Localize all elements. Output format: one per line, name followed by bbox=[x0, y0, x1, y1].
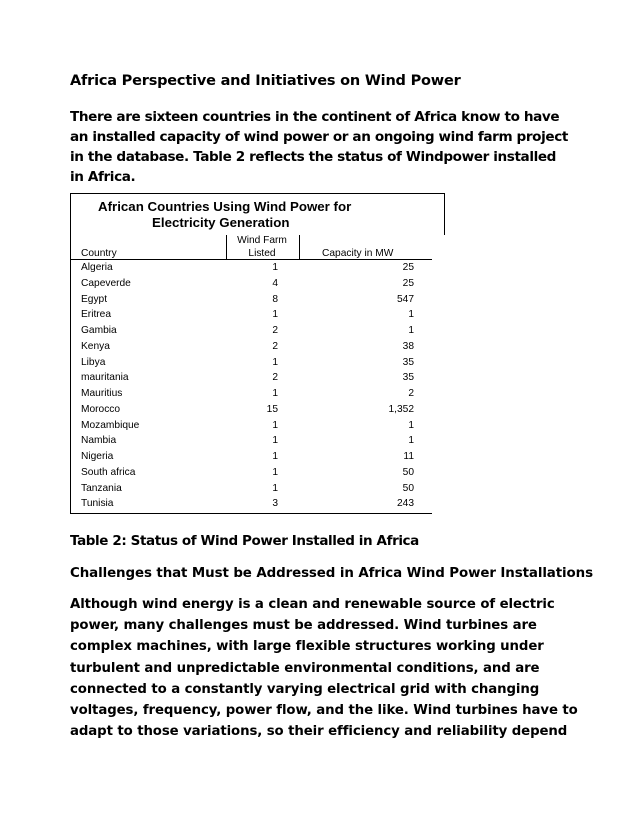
cell-capacity: 50 bbox=[402, 466, 414, 478]
table-border-bottom bbox=[70, 513, 432, 514]
page-heading: Africa Perspective and Initiatives on Wind Power bbox=[70, 73, 461, 89]
cell-country: Morocco bbox=[81, 403, 121, 415]
column-header-wind-farm bbox=[226, 234, 298, 260]
cell-wind-farms: 1 bbox=[272, 466, 278, 478]
cell-capacity: 38 bbox=[402, 340, 414, 352]
table-row bbox=[70, 356, 432, 372]
cell-capacity: 1 bbox=[408, 309, 414, 321]
cell-country: Tanzania bbox=[81, 482, 122, 494]
cell-capacity: 547 bbox=[397, 293, 414, 305]
cell-country: Gambia bbox=[81, 325, 117, 336]
table-row bbox=[70, 324, 432, 340]
cell-wind-farms: 1 bbox=[272, 388, 278, 399]
cell-wind-farms: 8 bbox=[272, 293, 278, 305]
body-paragraph: Although wind energy is a clean and renewable source of electric power, many challenges must be addressed. Wind turbines are complex machines, with large flexible structures working under turbulent and unpredictable environmental conditions, and are connected to a constantly varying electrical grid with changing voltages, frequency, power flow, and the like. Wind turbines have to adapt to those variations, so their efficiency and reliability depend bbox=[70, 597, 578, 740]
cell-wind-farms: 15 bbox=[266, 403, 278, 415]
cell-capacity: 243 bbox=[397, 498, 414, 510]
cell-country: Nigeria bbox=[81, 451, 114, 462]
column-header-wind-farm-line1: Wind Farm bbox=[237, 235, 287, 246]
cell-wind-farms: 4 bbox=[272, 277, 278, 289]
table-title: Table 2: Status of Wind Power Installed in Africa bbox=[70, 533, 419, 549]
table-row bbox=[70, 482, 432, 498]
section-heading: Challenges that Must be Addressed in Africa Wind Power Installations bbox=[70, 566, 593, 581]
cell-wind-farms: 2 bbox=[272, 340, 278, 352]
table-row bbox=[70, 261, 432, 277]
cell-capacity: 1 bbox=[408, 325, 414, 336]
table-caption-line2: Electricity Generation bbox=[152, 215, 290, 230]
table-border-top bbox=[70, 193, 444, 194]
table-row bbox=[70, 293, 432, 309]
table-row bbox=[70, 419, 432, 435]
table-row bbox=[70, 387, 432, 403]
cell-capacity: 2 bbox=[408, 388, 414, 399]
table-row bbox=[70, 371, 432, 387]
cell-capacity: 11 bbox=[403, 451, 414, 462]
table-caption-line1: African Countries Using Wind Power for bbox=[98, 199, 352, 214]
cell-country: Tunisia bbox=[81, 498, 114, 510]
cell-country: Mauritius bbox=[81, 388, 123, 399]
table-row bbox=[70, 403, 432, 419]
table-row bbox=[70, 497, 432, 513]
cell-country: Mozambique bbox=[81, 419, 140, 431]
cell-capacity: 25 bbox=[402, 277, 414, 289]
cell-country: Nambia bbox=[81, 435, 117, 447]
cell-country: Eritrea bbox=[81, 309, 112, 321]
cell-wind-farms: 2 bbox=[272, 325, 278, 336]
cell-capacity: 35 bbox=[402, 356, 414, 368]
cell-capacity: 50 bbox=[402, 482, 414, 494]
column-header-wind-farm-line2: Listed bbox=[248, 248, 276, 259]
cell-country: Kenya bbox=[81, 340, 110, 352]
cell-country: Capeverde bbox=[81, 277, 131, 289]
table-row bbox=[70, 434, 432, 450]
table-row bbox=[70, 340, 432, 356]
wind-power-table bbox=[70, 193, 445, 514]
cell-capacity: 1,352 bbox=[388, 403, 414, 415]
cell-country: South africa bbox=[81, 466, 136, 478]
column-header-country: Country bbox=[81, 248, 117, 259]
cell-capacity: 1 bbox=[408, 435, 414, 447]
cell-wind-farms: 1 bbox=[272, 309, 278, 321]
table-row bbox=[70, 277, 432, 293]
cell-wind-farms: 1 bbox=[272, 482, 278, 494]
intro-paragraph: There are sixteen countries in the continent of Africa know to have an installed capacity of wind power or an ongoing wind farm project in the database. Table 2 reflects the status of Windpower installed in Africa. bbox=[70, 109, 568, 185]
cell-wind-farms: 1 bbox=[272, 451, 278, 462]
cell-capacity: 1 bbox=[408, 419, 414, 431]
cell-capacity: 35 bbox=[402, 372, 414, 384]
cell-country: Egypt bbox=[81, 293, 108, 305]
table-row bbox=[70, 466, 432, 482]
cell-wind-farms: 1 bbox=[272, 262, 278, 273]
cell-capacity: 25 bbox=[402, 262, 414, 273]
table-body bbox=[70, 261, 432, 513]
table-row bbox=[70, 308, 432, 324]
header-divider bbox=[299, 235, 300, 259]
cell-country: Libya bbox=[81, 356, 106, 368]
cell-country: mauritania bbox=[81, 372, 129, 384]
cell-country: Algeria bbox=[81, 262, 113, 273]
cell-wind-farms: 1 bbox=[272, 419, 278, 431]
table-border-right bbox=[444, 193, 445, 235]
cell-wind-farms: 3 bbox=[272, 498, 278, 510]
cell-wind-farms: 1 bbox=[272, 435, 278, 447]
cell-wind-farms: 2 bbox=[272, 372, 278, 384]
table-row bbox=[70, 450, 432, 466]
column-header-capacity: Capacity in MW bbox=[322, 248, 394, 259]
cell-wind-farms: 1 bbox=[272, 356, 278, 368]
